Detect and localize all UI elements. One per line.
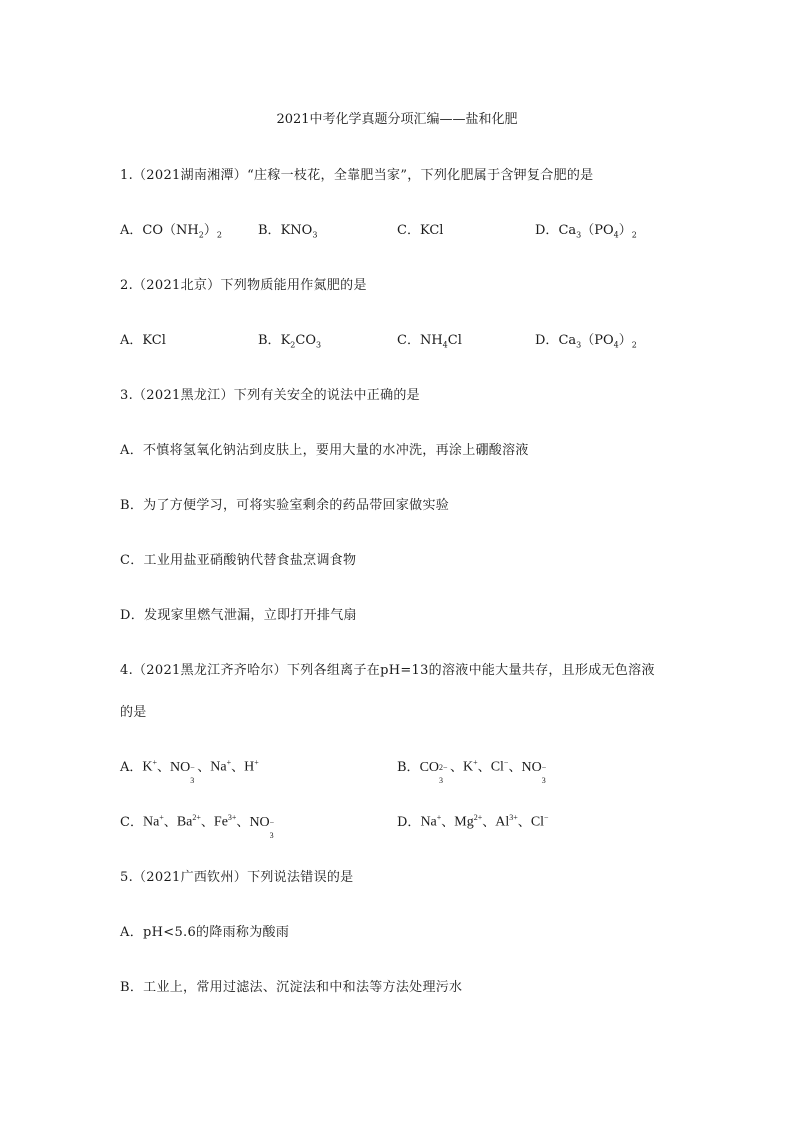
question-3-option-d: D．发现家里燃气泄漏，立即打开排气扇: [120, 608, 357, 623]
question-2-stem: 2.（2021北京）下列物质能用作氮肥的是: [120, 278, 367, 293]
question-2-option-b: B．$K_2CO_3$: [258, 333, 322, 350]
option-letter: D．: [535, 223, 559, 238]
option-letter: C．: [397, 333, 420, 348]
ion: K+: [463, 758, 478, 775]
ion: Cl−: [530, 813, 549, 830]
question-2-option-d: D．$Ca_3(PO_4)_2$: [535, 333, 637, 350]
question-1-option-b: B．$KNO_3$: [258, 223, 318, 240]
question-4-stem-line-1: 4.（2021黑龙江齐齐哈尔）下列各组离子在pH=13的溶液中能大量共存，且形成无色溶液: [120, 663, 655, 678]
question-4-option-b: B．CO 2− 3 、K+、Cl−、NO − 3: [397, 756, 549, 776]
ion: Na+: [142, 813, 164, 830]
document-title: 2021中考化学真题分项汇编——盐和化肥: [276, 112, 518, 127]
question-2-option-a: A．KCl: [120, 333, 166, 348]
ion: $Al^{3+}$: [495, 813, 518, 830]
option-letter: A．: [120, 223, 143, 238]
question-5-stem: 5.（2021广西钦州）下列说法错误的是: [120, 870, 354, 885]
ion: $Ba^{2+}$: [176, 813, 201, 830]
ion: NO − 3: [170, 760, 195, 785]
ion: $Fe^{3+}$: [213, 813, 237, 830]
option-letter: B．: [258, 223, 281, 238]
option-letter: B．: [397, 760, 420, 775]
ion: Cl−: [490, 758, 509, 775]
question-4-option-d: D．Na+、$Mg^{2+}$、$Al^{3+}$、Cl−: [397, 813, 549, 830]
question-5-option-b: B．工业上，常用过滤法、沉淀法和中和法等方法处理污水: [120, 980, 463, 995]
ion: NO − 3: [521, 760, 547, 785]
question-3-option-a: A．不慎将氢氧化钠沾到皮肤上，要用大量的水冲洗，再涂上硼酸溶液: [120, 443, 529, 458]
ion: Na+: [420, 813, 442, 830]
option-letter: C．: [397, 223, 420, 238]
question-3-option-b: B．为了方便学习，可将实验室剩余的药品带回家做实验: [120, 498, 450, 513]
option-letter: D．: [535, 333, 559, 348]
question-5-option-a: A．pH<5.6的降雨称为酸雨: [120, 925, 290, 940]
question-4-option-c: C．Na+、$Ba^{2+}$、$Fe^{3+}$、NO − 3: [120, 811, 277, 831]
option-letter: A．: [120, 333, 143, 348]
question-1-option-d: D．$Ca_3(PO_4)_2$: [535, 223, 637, 240]
option-letter: C．: [120, 815, 143, 830]
ion: K+: [142, 758, 158, 775]
option-letter: B．: [258, 333, 281, 348]
ion: CO 2− 3: [419, 760, 448, 785]
ion: Na+: [210, 758, 232, 775]
question-1-stem: 1.（2021湖南湘潭）“庄稼一枝花，全靠肥当家”，下列化肥属于含钾复合肥的是: [120, 168, 594, 183]
question-1-option-c: C．KCl: [397, 223, 444, 238]
question-1-option-a: A．$CO(NH_2)_2$: [120, 223, 222, 240]
ion: NO − 3: [249, 815, 275, 840]
ion: H+: [244, 758, 259, 775]
option-letter: A．: [120, 760, 143, 775]
ion: $Mg^{2+}$: [454, 813, 483, 830]
question-3-option-c: C．工业用盐亚硝酸钠代替食盐烹调食物: [120, 553, 357, 568]
question-2-option-c: C．$NH_4Cl$: [397, 333, 462, 350]
option-letter: D．: [397, 815, 421, 830]
question-4-option-a: A．K+、NO − 3 、Na+、H+: [120, 758, 259, 785]
question-4-stem-line-2: 的是: [120, 705, 147, 720]
question-3-stem: 3.（2021黑龙江）下列有关安全的说法中正确的是: [120, 388, 420, 403]
